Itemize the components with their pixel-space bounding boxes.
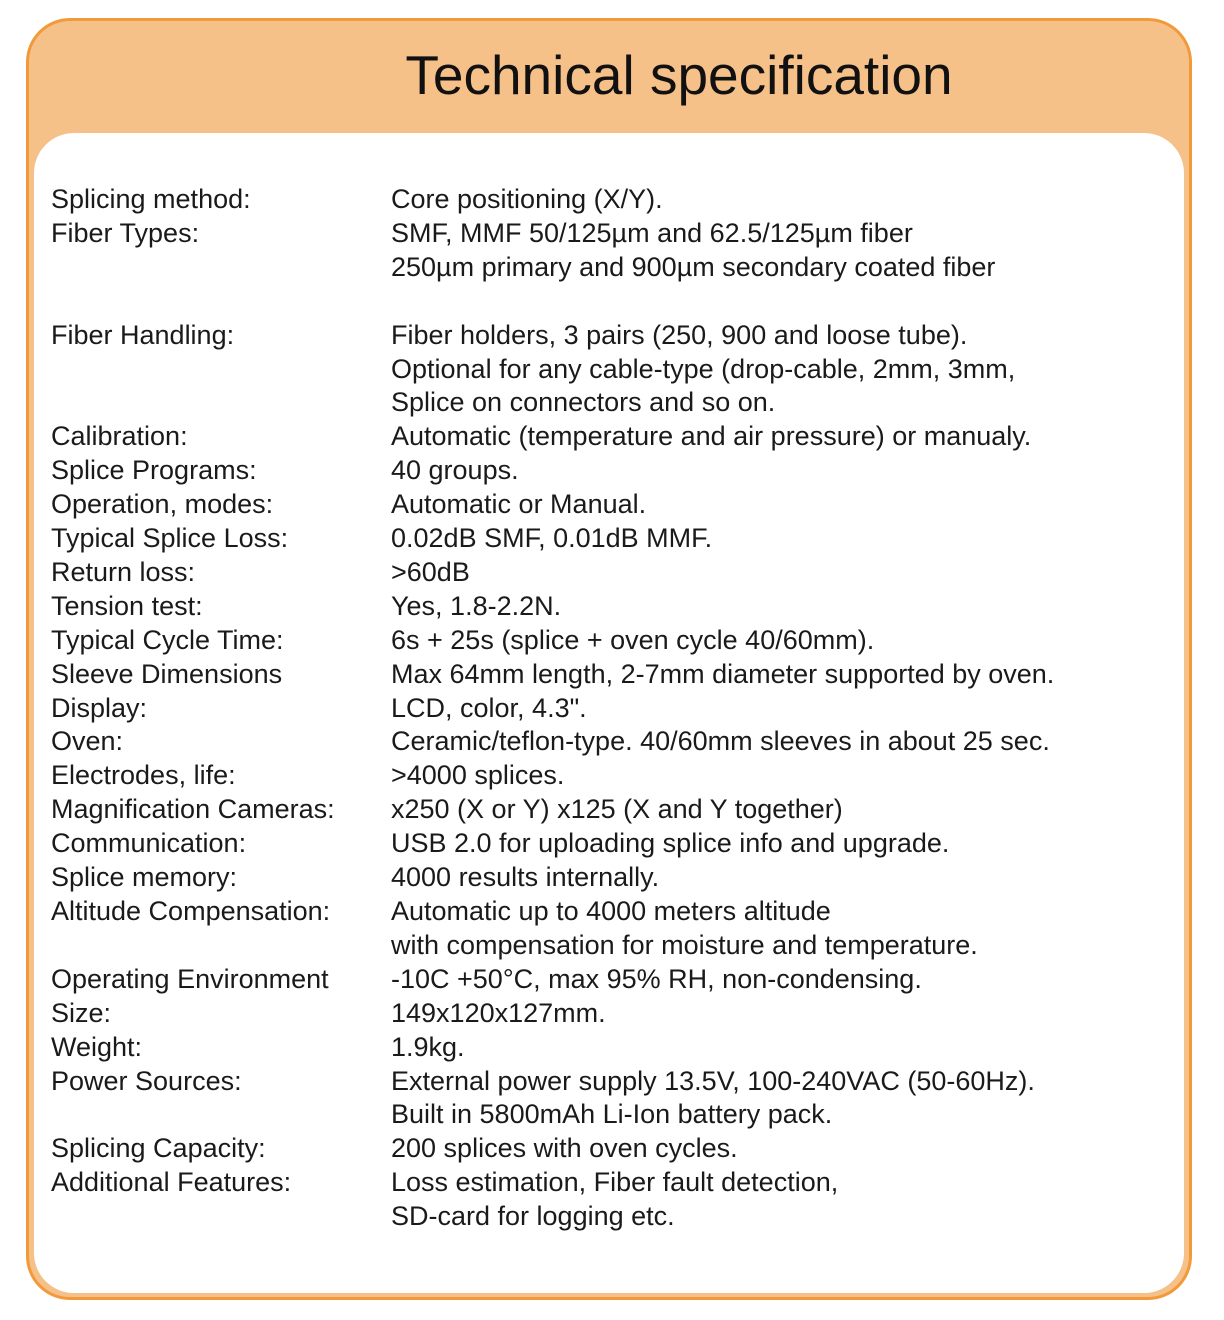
spec-value <box>391 1031 1151 1065</box>
spec-value-line: Built in 5800mAh Li-Ion battery pack. <box>391 1099 833 1130</box>
spec-row <box>51 183 1151 217</box>
spec-value <box>391 861 1151 895</box>
spec-row <box>51 759 1151 793</box>
spec-row <box>51 319 1151 421</box>
spec-row <box>51 624 1151 658</box>
spec-row <box>51 895 1151 963</box>
spec-label: Typical Splice Loss: <box>51 523 289 554</box>
spec-value-line: SD-card for logging etc. <box>391 1201 675 1232</box>
spec-label: Size: <box>51 997 112 1028</box>
spec-row <box>51 488 1151 522</box>
spec-row <box>51 658 1151 692</box>
spec-label: Calibration: <box>51 421 188 452</box>
spec-row <box>51 1166 1151 1234</box>
spec-label: Altitude Compensation: <box>51 896 331 927</box>
spec-value-line: SMF, MMF 50/125µm and 62.5/125µm fiber <box>391 217 913 248</box>
spec-value-line: Automatic (temperature and air pressure) or manualy. <box>391 421 1032 452</box>
spec-row <box>51 522 1151 556</box>
spec-value <box>391 420 1151 454</box>
spec-value <box>391 590 1151 624</box>
spec-label: Power Sources: <box>51 1065 242 1096</box>
spec-value <box>391 827 1151 861</box>
spec-value <box>391 725 1151 759</box>
spec-row <box>51 217 1151 285</box>
spec-value-line: -10C +50°C, max 95% RH, non-condensing. <box>391 963 922 994</box>
spec-value-line: Splice on connectors and so on. <box>391 387 776 418</box>
spec-row <box>51 1031 1151 1065</box>
spec-label: Communication: <box>51 828 247 859</box>
spec-row <box>51 1065 1151 1133</box>
spec-value <box>391 319 1151 421</box>
spec-row <box>51 420 1151 454</box>
spec-value <box>391 963 1151 997</box>
spec-row <box>51 590 1151 624</box>
spec-label: Display: <box>51 692 148 723</box>
spec-value <box>391 895 1151 963</box>
spec-value-line: >4000 splices. <box>391 760 565 791</box>
spec-value <box>391 454 1151 488</box>
spec-value-line: Max 64mm length, 2-7mm diameter supported by oven. <box>391 658 1055 689</box>
spec-label: Fiber Types: <box>51 217 200 248</box>
spec-value-line: 200 splices with oven cycles. <box>391 1133 738 1164</box>
spec-label: Fiber Handling: <box>51 319 235 350</box>
spec-value <box>391 217 1151 285</box>
spec-value-line: Optional for any cable-type (drop-cable, 2mm, 3mm, <box>391 353 1016 384</box>
spec-row <box>51 556 1151 590</box>
spec-label: Splicing Capacity: <box>51 1133 266 1164</box>
spec-value-line: Ceramic/teflon-type. 40/60mm sleeves in about 25 sec. <box>391 726 1050 757</box>
spec-value <box>391 759 1151 793</box>
spec-label: Splicing method: <box>51 184 251 214</box>
spec-value-line: 4000 results internally. <box>391 862 660 893</box>
spec-list <box>51 183 1151 1234</box>
spec-label: Splice Programs: <box>51 455 257 486</box>
spec-row <box>51 793 1151 827</box>
spec-label: Operation, modes: <box>51 489 274 520</box>
spec-value <box>391 556 1151 590</box>
spec-value-line: 6s + 25s (splice + oven cycle 40/60mm). <box>391 624 875 655</box>
spec-value <box>391 1065 1151 1133</box>
spec-value <box>391 183 1151 217</box>
spec-value-line: 149x120x127mm. <box>391 997 606 1028</box>
spec-value <box>391 997 1151 1031</box>
spec-value <box>391 692 1151 726</box>
spec-value-line: Core positioning (X/Y). <box>391 184 663 214</box>
spec-value-line: LCD, color, 4.3". <box>391 692 587 723</box>
spec-row <box>51 827 1151 861</box>
spec-value-line: 40 groups. <box>391 455 519 486</box>
spec-row <box>51 1132 1151 1166</box>
spec-label: Tension test: <box>51 590 203 621</box>
spec-value-line: 250µm primary and 900µm secondary coated fiber <box>391 251 996 282</box>
spec-label: Weight: <box>51 1031 143 1062</box>
spec-value-line: with compensation for moisture and temperature. <box>391 929 978 960</box>
spec-label: Sleeve Dimensions <box>51 658 283 689</box>
spec-value-line: Fiber holders, 3 pairs (250, 900 and loose tube). <box>391 319 968 350</box>
spec-value <box>391 522 1151 556</box>
spec-value-line: USB 2.0 for uploading splice info and upgrade. <box>391 828 950 859</box>
spec-label: Additional Features: <box>51 1167 292 1198</box>
spec-value <box>391 1132 1151 1166</box>
spec-value <box>391 658 1151 692</box>
spec-value <box>391 488 1151 522</box>
spec-label: Oven: <box>51 726 124 757</box>
spec-value <box>391 624 1151 658</box>
spec-label: Operating Environment <box>51 963 329 994</box>
spec-value-line: External power supply 13.5V, 100-240VAC (50-60Hz). <box>391 1065 1035 1096</box>
spec-value <box>391 1166 1151 1234</box>
spec-row <box>51 861 1151 895</box>
spec-value-line: 1.9kg. <box>391 1031 465 1062</box>
spec-row <box>51 454 1151 488</box>
spec-row <box>51 997 1151 1031</box>
spec-value-line: Loss estimation, Fiber fault detection, <box>391 1167 839 1198</box>
spec-value-line: x250 (X or Y) x125 (X and Y together) <box>391 794 843 825</box>
spec-label: Typical Cycle Time: <box>51 624 284 655</box>
spec-row <box>51 725 1151 759</box>
page-title: Technical specification <box>405 44 953 106</box>
spec-value-line: >60dB <box>391 556 470 587</box>
spec-label: Splice memory: <box>51 862 238 893</box>
spec-label: Magnification Cameras: <box>51 794 335 825</box>
spec-row <box>51 963 1151 997</box>
spec-label: Return loss: <box>51 556 196 587</box>
spec-value-line: Yes, 1.8-2.2N. <box>391 590 562 621</box>
spec-value <box>391 793 1151 827</box>
spec-row <box>51 692 1151 726</box>
spec-value-line: Automatic up to 4000 meters altitude <box>391 896 831 927</box>
spec-value-line: Automatic or Manual. <box>391 489 647 520</box>
spec-label: Electrodes, life: <box>51 760 236 791</box>
spec-value-line: 0.02dB SMF, 0.01dB MMF. <box>391 523 713 554</box>
